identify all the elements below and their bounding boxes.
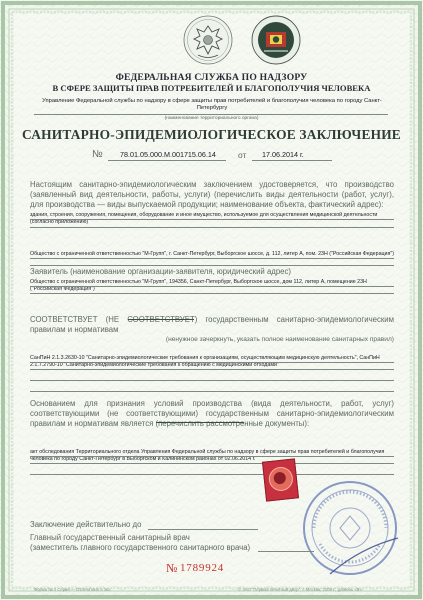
basis-documents: акт обследования Территориального отдела Управления Федеральной службы по надзору в сфере защиты прав потребителей и благополучия человека по городу Санкт-Петербург в Выборгском и Калининском районах от 02.06.2014 г.: [30, 449, 385, 462]
issuing-authority: Управление Федеральной службы по надзору в сфере защиты прав потребителей и благополучия человека по городу Санкт-Петербургу: [42, 98, 382, 112]
serial-prefix: №: [166, 561, 179, 575]
agency-name-line-1: ФЕДЕРАЛЬНАЯ СЛУЖБА ПО НАДЗОРУ: [115, 72, 308, 83]
state-emblem-icon: [182, 14, 234, 66]
blank-line-3: [30, 474, 394, 475]
blank-line-2: [30, 391, 394, 392]
activity-line-1: [30, 219, 394, 220]
issuer-underline: [34, 114, 388, 115]
applicant-label: Заявитель (наименование организации-заявителя, юридический адрес): [30, 267, 291, 276]
rules-line-2: [30, 369, 394, 370]
basis-line-2: [30, 463, 394, 464]
date-underline: [252, 160, 332, 161]
serial-number: 1789924: [180, 562, 225, 574]
operator-line-2: [30, 265, 394, 266]
conformity-statement: СООТВЕТСТВУЕТ (НЕ СООТВЕТСТВУЕТ) государственным санитарно-эпидемиологическим правилам и нормативам: [30, 315, 394, 334]
validity-underline: [148, 529, 258, 530]
number-underline: [108, 160, 226, 161]
hologram-sticker-icon: [262, 458, 299, 501]
fine-print-right: © ЗАО "Первый печатный двор", г. Москва, 2009 г., уровень «В»: [238, 587, 362, 592]
document-number: 78.01.05.000.М.001715.06.14: [120, 150, 216, 159]
agency-name-line-2: В СФЕРЕ ЗАЩИТЫ ПРАВ ПОТРЕБИТЕЛЕЙ И БЛАГОПОЛУЧИЯ ЧЕЛОВЕКА: [52, 83, 371, 93]
operator-details: Общество с ограниченной ответственностью "М-Групп", г. Санкт-Петербург, Выборгское шоссе, д. 112, литер А, пом. 23Н ("Российская Федерация"): [30, 251, 395, 257]
activity-line-2: [30, 227, 394, 228]
basis-line-1: [30, 456, 394, 457]
date-label: от: [238, 150, 247, 160]
number-label: №: [92, 149, 103, 160]
fine-print-left: Форма № 1 Серия — Отпечатано 5 экз.: [34, 587, 111, 592]
basis-strikethrough: [156, 422, 244, 423]
official-stamp-icon: [300, 478, 400, 578]
activity-description: здания, строения, сооружения, помещения, оборудование и иное имущество, используемое для осуществления медицинской деятельности (согласно приложению): [30, 212, 378, 225]
signatory-title: Главный государственный санитарный врач: [30, 533, 190, 542]
blank-line-1: [30, 380, 394, 381]
rules-line-1: [30, 362, 394, 363]
signature-line: [258, 551, 314, 552]
issuer-caption: (наименование территориального органа): [164, 116, 259, 121]
sanitary-rules: СанПиН 2.1.3.2630-10 "Санитарно-эпидемиологические требования к организациям, осуществляющим медицинскую деятельность", СанПиН 2.1.7.2790-10 "Санитарно-эпидемиологические требования к обращению с медицинскими отходами": [30, 355, 380, 368]
document-title: САНИТАРНО-ЭПИДЕМИОЛОГИЧЕСКОЕ ЗАКЛЮЧЕНИЕ: [22, 127, 401, 142]
intro-text: Настоящим санитарно-эпидемиологическим заключением удостоверяется, что производство (заявленный вид деятельности, работы, услуги) (перечислить виды деятельности (работ, услуг), для производства — виды выпускаемой продукции; наименование объекта, фактический адрес):: [30, 180, 394, 209]
strikethrough-mark: [128, 319, 194, 320]
document-date: 17.06.2014 г.: [262, 150, 304, 159]
agency-seal-icon: [250, 14, 302, 66]
applicant-line-1: [30, 286, 394, 287]
applicant-details: Общество с ограниченной ответственностью "М-Групп", 194356, Санкт-Петербург, Выборгское шоссе, дом 112, литер А, помещение 23Н ("Российская Федерация"): [30, 279, 367, 292]
conformity-note: (ненужное зачеркнуть, указать полное наименование санитарных правил): [165, 336, 394, 343]
applicant-line-2: [30, 293, 394, 294]
operator-line-1: [30, 258, 394, 259]
signatory-deputy: (заместитель главного государственного санитарного врача): [30, 543, 251, 552]
validity-label: Заключение действительно до: [30, 520, 142, 529]
basis-text: Основанием для признания условий производства (вида деятельности, работ, услуг) соответствующими (не соответствующими) государственным санитарно-эпидемиологическим правилам и нормативам является (перечислить рассмотренные документы):: [30, 399, 394, 428]
